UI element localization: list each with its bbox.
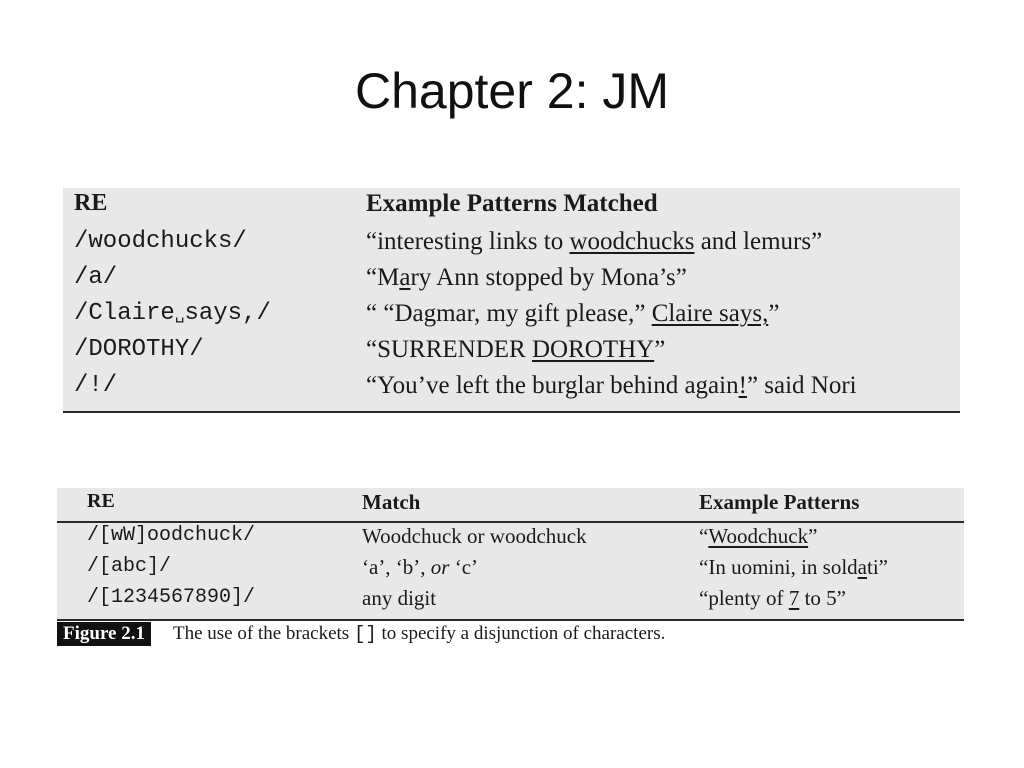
match-highlight: a [399, 264, 411, 291]
header-divider [57, 521, 964, 523]
table-row [63, 264, 960, 300]
regex-pattern: /DOROTHY/ [74, 336, 204, 363]
table-row [63, 372, 960, 408]
regex-examples-table [63, 188, 960, 413]
table-header-row [57, 490, 964, 520]
bracket-disjunction-table [57, 488, 964, 621]
table-header-row [63, 190, 960, 226]
match-highlight: DOROTHY [531, 336, 655, 363]
regex-pattern: /woodchucks/ [74, 228, 247, 255]
table-row [63, 336, 960, 372]
example-text: “interesting links to woodchucks and lemurs” [366, 228, 823, 255]
table-row [57, 524, 964, 554]
regex-pattern: /a/ [74, 264, 118, 291]
header-example-patterns: Example Patterns [699, 490, 860, 514]
caption-text: The use of the brackets [] to specify a disjunction of characters. [172, 623, 666, 645]
regex-pattern: /!/ [74, 372, 118, 399]
slide-title: Chapter 2: JM [354, 63, 669, 119]
match-highlight: Claire says, [651, 300, 769, 327]
space-symbol: ␣ [174, 306, 185, 324]
regex-pattern: /[abc]/ [87, 555, 172, 578]
regex-pattern: /Claire␣says,/ [74, 300, 271, 327]
table-row [63, 228, 960, 264]
regex-pattern: /[1234567890]/ [87, 586, 256, 609]
table-row [63, 300, 960, 336]
match-highlight: 7 [788, 586, 800, 610]
bracket-symbols: [] [353, 623, 377, 645]
table-row [57, 555, 964, 585]
figure-label: Figure 2.1 [57, 622, 151, 646]
example-text: “In uomini, in soldati” [699, 555, 888, 579]
match-highlight: woodchucks [569, 228, 695, 255]
match-highlight: a [857, 555, 867, 579]
example-text: “Woodchuck” [699, 524, 818, 548]
example-text: “SURRENDER DOROTHY” [366, 336, 666, 363]
header-re: RE [74, 190, 108, 216]
table-row [57, 586, 964, 616]
example-text: “Mary Ann stopped by Mona’s” [366, 264, 687, 291]
header-re: RE [87, 490, 115, 512]
example-text: “ “Dagmar, my gift please,” Claire says,” [366, 300, 780, 327]
header-example-patterns-matched: Example Patterns Matched [366, 190, 658, 217]
example-text: “You’ve left the burglar behind again!” said Nori [366, 372, 857, 399]
match-highlight: ! [738, 372, 747, 399]
match-description: ‘a’, ‘b’, or ‘c’ [362, 555, 479, 579]
match-highlight: Woodchuck [708, 524, 809, 548]
header-match: Match [362, 490, 421, 514]
example-text: “plenty of 7 to 5” [699, 586, 846, 610]
figure-caption [57, 622, 665, 648]
regex-pattern: /[wW]oodchuck/ [87, 524, 256, 547]
match-description: Woodchuck or woodchuck [362, 524, 587, 548]
match-description: any digit [362, 586, 437, 610]
